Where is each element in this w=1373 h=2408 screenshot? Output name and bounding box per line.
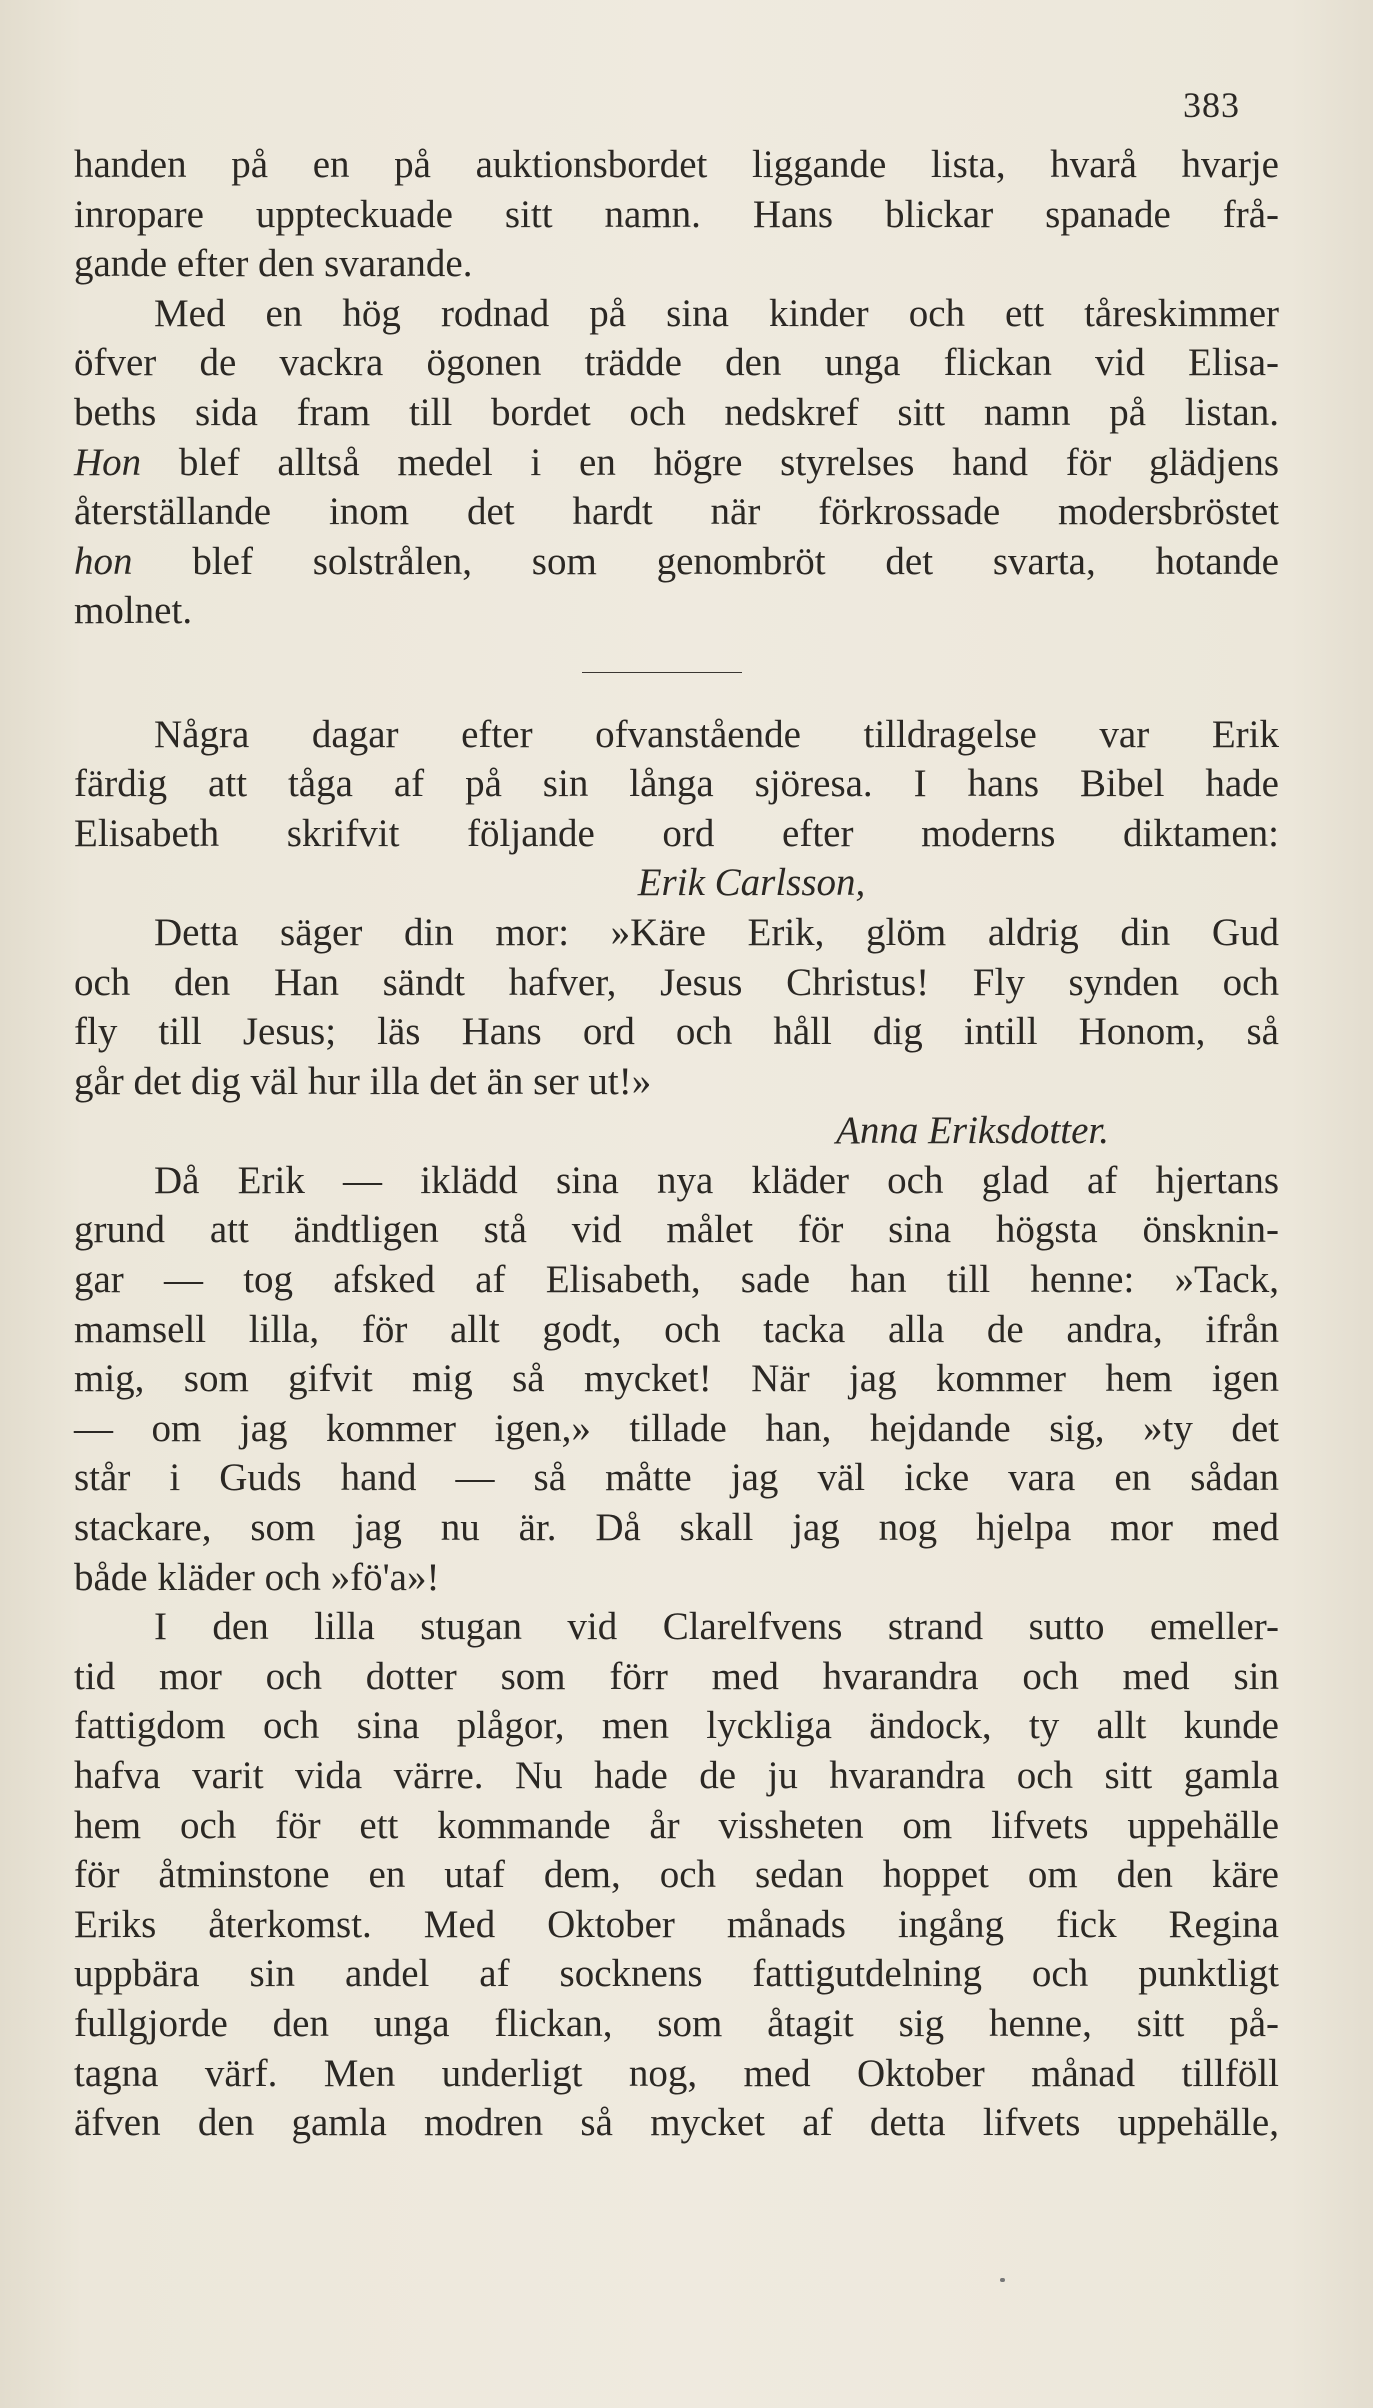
text-line: går det dig väl hur illa det än ser ut!» — [74, 1059, 652, 1103]
body-text — [74, 140, 1279, 2148]
text-line: Eriks återkomst. Med Oktober månads ingång fick Regina — [74, 1902, 1279, 1946]
text-line: Hon blef alltså medel i en högre styrelses hand för glädjens — [74, 440, 1279, 484]
text-line: fattigdom och sina plågor, men lyckliga ändock, ty allt kunde — [74, 1704, 1279, 1748]
text-line: Några dagar efter ofvanstående tilldragelse var Erik — [154, 712, 1279, 756]
section-gap — [74, 686, 1279, 710]
dedication-signature: Anna Eriksdotter. — [836, 1109, 1109, 1153]
text-line: gar — tog afsked af Elisabeth, sade han till henne: »Tack, — [74, 1258, 1279, 1302]
text-line: återställande inom det hardt när förkrossade modersbröstet — [74, 490, 1279, 534]
italic-word: Hon — [74, 440, 142, 484]
italic-word: hon — [74, 539, 133, 583]
text-line: öfver de vackra ögonen trädde den unga flickan vid Elisa- — [74, 341, 1279, 385]
text-line: handen på en på auktionsbordet liggande lista, hvarå hvarje — [74, 143, 1279, 186]
text-line: uppbära sin andel af socknens fattigutdelning och punktligt — [74, 1952, 1279, 1996]
text-line: — om jag kommer igen,» tillade han, hejdande sig, »ty det — [74, 1406, 1279, 1450]
text-line: äfven den gamla modren så mycket af detta lifvets uppehälle, — [74, 2101, 1279, 2145]
text-line: hafva varit vida värre. Nu hade de ju hvarandra och sitt gamla — [74, 1754, 1279, 1797]
text-line: och den Han sändt hafver, Jesus Christus! Fly synden och — [74, 960, 1279, 1004]
text-line: tagna värf. Men underligt nog, med Oktober månad tillföll — [74, 2051, 1279, 2095]
text-line: för åtminstone en utaf dem, och sedan hoppet om den käre — [74, 1853, 1279, 1897]
text-line: grund att ändtligen stå vid målet för sina högsta önsknin- — [74, 1208, 1279, 1252]
text-line: Elisabeth skrifvit följande ord efter moderns diktamen: — [74, 811, 1279, 855]
text-line: Då Erik — iklädd sina nya kläder och glad af hjertans — [154, 1158, 1279, 1202]
text-line: molnet. — [74, 589, 193, 633]
text-line: I den lilla stugan vid Clarelfvens strand sutto emeller- — [154, 1605, 1279, 1649]
text-line: både kläder och »fö'a»! — [74, 1555, 440, 1599]
text-line: står i Guds hand — så måtte jag väl icke vara en sådan — [74, 1456, 1279, 1500]
text-line: inropare uppteckuade sitt namn. Hans blickar spanade frå- — [74, 192, 1279, 236]
text-line: Detta säger din mor: »Käre Erik, glöm aldrig din Gud — [154, 910, 1279, 954]
ink-speck — [1000, 2278, 1005, 2282]
section-divider — [74, 636, 1279, 686]
text-line: hon blef solstrålen, som genombröt det svarta, hotande — [74, 539, 1279, 583]
text-line: hem och för ett kommande år vissheten om lifvets uppehälle — [74, 1803, 1279, 1847]
dedication-heading: Erik Carlsson, — [637, 861, 866, 905]
text-line: mig, som gifvit mig så mycket! När jag kommer hem igen — [74, 1357, 1279, 1401]
text-line: fullgjorde den unga flickan, som åtagit sig henne, sitt på- — [74, 2001, 1279, 2045]
text-line: mamsell lilla, för allt godt, och tacka alla de andra, ifrån — [74, 1307, 1279, 1351]
text-line: beths sida fram till bordet och nedskref sitt namn på listan. — [74, 390, 1279, 434]
text-line: Med en hög rodnad på sina kinder och ett tåreskimmer — [154, 291, 1279, 335]
text-line: färdig att tåga af på sin långa sjöresa. I hans Bibel hade — [74, 762, 1279, 806]
page-number: 383 — [1183, 85, 1240, 125]
text-line: stackare, som jag nu är. Då skall jag nog hjelpa mor med — [74, 1506, 1279, 1550]
text-line: fly till Jesus; läs Hans ord och håll dig intill Honom, så — [74, 1010, 1279, 1054]
text-line: tid mor och dotter som förr med hvarandra och med sin — [74, 1654, 1279, 1698]
text-line: gande efter den svarande. — [74, 242, 473, 286]
